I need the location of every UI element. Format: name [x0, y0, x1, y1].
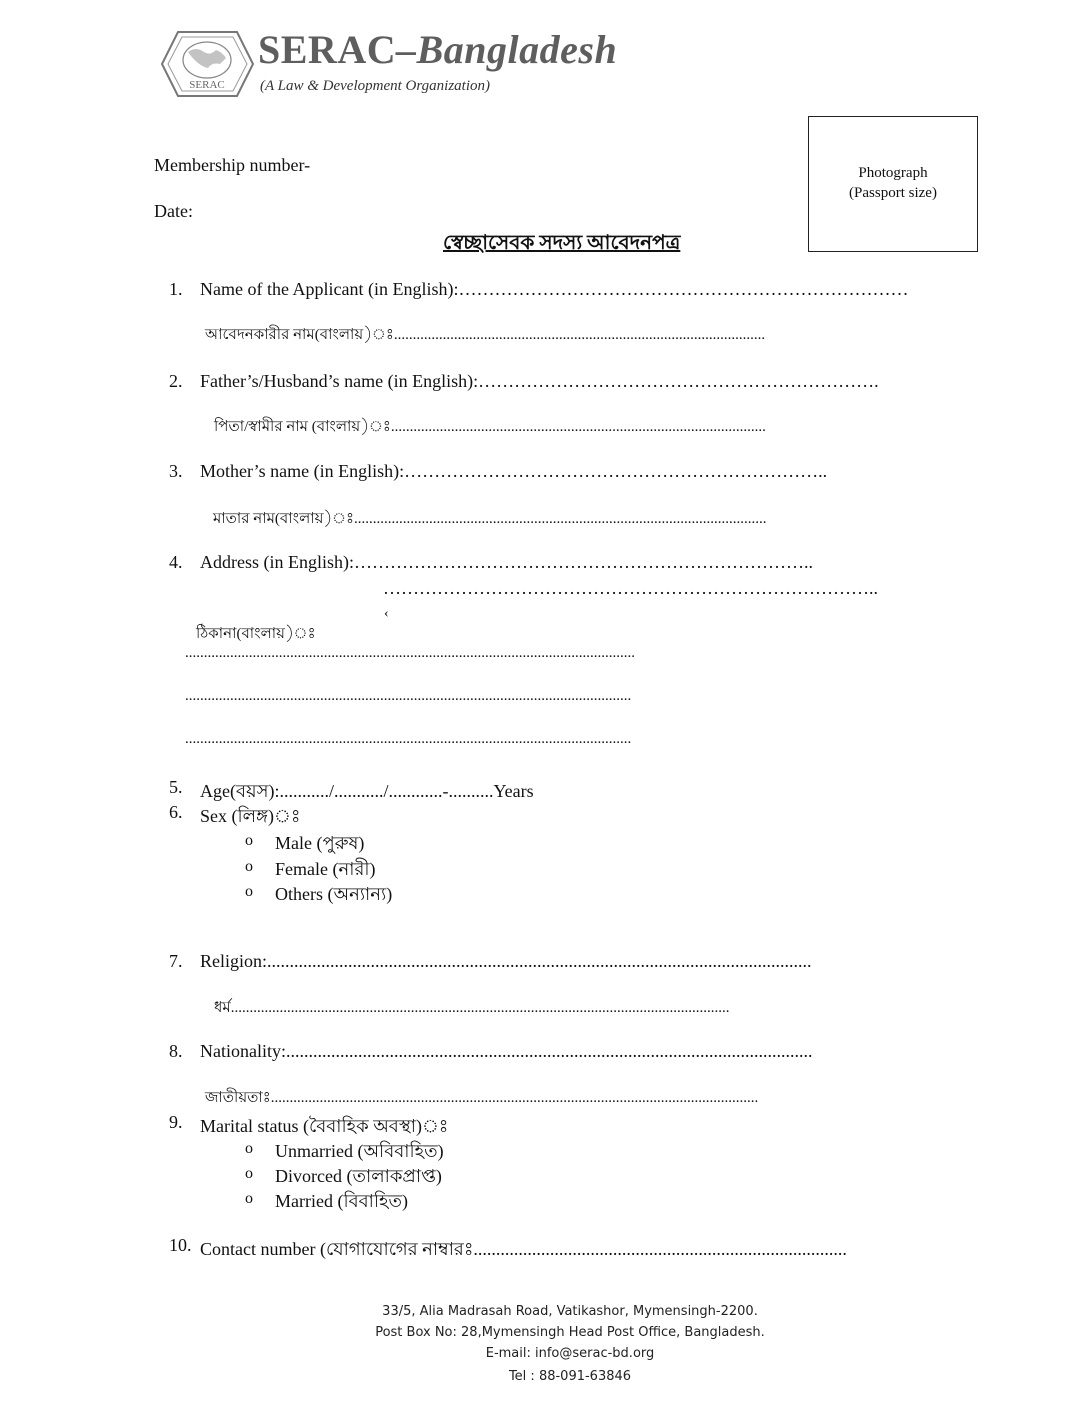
mother-name-english-field[interactable]: Mother’s name (in English):……………………………………………………………..: [200, 461, 828, 481]
brand-title: SERAC–Bangladesh: [258, 27, 618, 72]
svg-text:SERAC: SERAC: [189, 79, 225, 91]
serac-logo: [160, 30, 255, 98]
field-8-number: 8.: [169, 1041, 183, 1061]
marital-option-unmarried[interactable]: Unmarried (অবিবাহিত): [275, 1141, 444, 1161]
field-9-number: 9.: [169, 1112, 183, 1132]
nationality-english-field[interactable]: Nationality:.....................................................................................................................: [200, 1041, 813, 1061]
marital-status-label: Marital status (বৈবাহিক অবস্থা)ঃ: [200, 1116, 449, 1136]
footer-address: 33/5, Alia Madrasah Road, Vatikashor, Mymensingh-2200.: [382, 1304, 758, 1319]
field-10-number: 10.: [169, 1235, 192, 1255]
date-label: Date:: [154, 201, 193, 221]
field-4-number: 4.: [169, 552, 183, 572]
address-stray-mark: ‹: [384, 606, 389, 621]
footer-telephone: Tel : 88-091-63846: [508, 1369, 632, 1384]
membership-number-label: Membership number-: [154, 155, 311, 175]
photograph-box: [808, 116, 978, 252]
age-field[interactable]: Age(বয়স):.........../.........../............-..........Years: [200, 781, 534, 801]
contact-number-field[interactable]: Contact number (যোগাযোগের নাম্বারঃ...................................................................................: [200, 1239, 847, 1259]
marital-option-divorced[interactable]: Divorced (তালাকপ্রাপ্ত): [275, 1166, 442, 1186]
mother-name-bangla-field[interactable]: মাতার নাম(বাংলায়)ঃ..............................................................................................................: [213, 511, 767, 527]
photograph-label: Photograph: [858, 165, 928, 181]
field-2-number: 2.: [169, 371, 183, 391]
footer-post-box: Post Box No: 28,Mymensingh Head Post Office, Bangladesh.: [375, 1325, 765, 1340]
father-husband-name-english-field[interactable]: Father’s/Husband’s name (in English):………………………………………………………….: [200, 371, 879, 391]
address-english-field-line2[interactable]: ………………………………………………………………………..: [383, 578, 878, 598]
brand-tagline: (A Law & Development Organization): [260, 78, 490, 94]
checkbox-bullet-icon[interactable]: o: [245, 1165, 253, 1182]
address-english-field[interactable]: Address (in English):…………………………………………………………………..: [200, 552, 813, 572]
checkbox-bullet-icon[interactable]: o: [245, 1190, 253, 1207]
checkbox-bullet-icon[interactable]: o: [245, 1140, 253, 1157]
checkbox-bullet-icon[interactable]: o: [245, 858, 253, 875]
form-title: স্বেচ্ছাসেবক সদস্য আবেদনপত্র: [443, 232, 681, 254]
field-3-number: 3.: [169, 461, 183, 481]
address-bangla-line-2[interactable]: .......................................................................................................................: [185, 688, 632, 704]
address-bangla-line-3[interactable]: .......................................................................................................................: [185, 731, 632, 747]
checkbox-bullet-icon[interactable]: o: [245, 883, 253, 900]
address-bangla-line-1[interactable]: ........................................................................................................................: [185, 645, 635, 661]
field-6-number: 6.: [169, 802, 183, 822]
field-7-number: 7.: [169, 951, 183, 971]
sex-option-male[interactable]: Male (পুরুষ): [275, 833, 365, 853]
applicant-name-bangla-field[interactable]: আবেদনকারীর নাম(বাংলায়)ঃ...................................................................................................: [205, 327, 766, 343]
sex-label: Sex (লিঙ্গ)ঃ: [200, 806, 301, 826]
footer-email: E-mail: info@serac-bd.org: [485, 1346, 655, 1361]
sex-option-others[interactable]: Others (অন্যান্য): [275, 884, 393, 904]
address-bangla-label: ঠিকানা(বাংলায়)ঃ: [196, 626, 316, 642]
father-husband-name-bangla-field[interactable]: পিতা/স্বামীর নাম (বাংলায়)ঃ....................................................................................................: [214, 419, 766, 435]
applicant-name-english-field[interactable]: Name of the Applicant (in English):…………………………………………………………………: [200, 279, 909, 299]
marital-option-married[interactable]: Married (বিবাহিত): [275, 1191, 408, 1211]
globe-logo-icon: [160, 30, 255, 98]
field-5-number: 5.: [169, 777, 183, 797]
field-1-number: 1.: [169, 279, 183, 299]
religion-bangla-field[interactable]: ধর্ম.....................................................................................................................................: [214, 1000, 730, 1016]
religion-english-field[interactable]: Religion:.........................................................................................................................: [200, 951, 812, 971]
passport-size-label: (Passport size): [849, 185, 937, 201]
sex-option-female[interactable]: Female (নারী): [275, 859, 376, 879]
nationality-bangla-field[interactable]: জাতীয়তাঃ..................................................................................................................................: [205, 1090, 759, 1106]
checkbox-bullet-icon[interactable]: o: [245, 832, 253, 849]
